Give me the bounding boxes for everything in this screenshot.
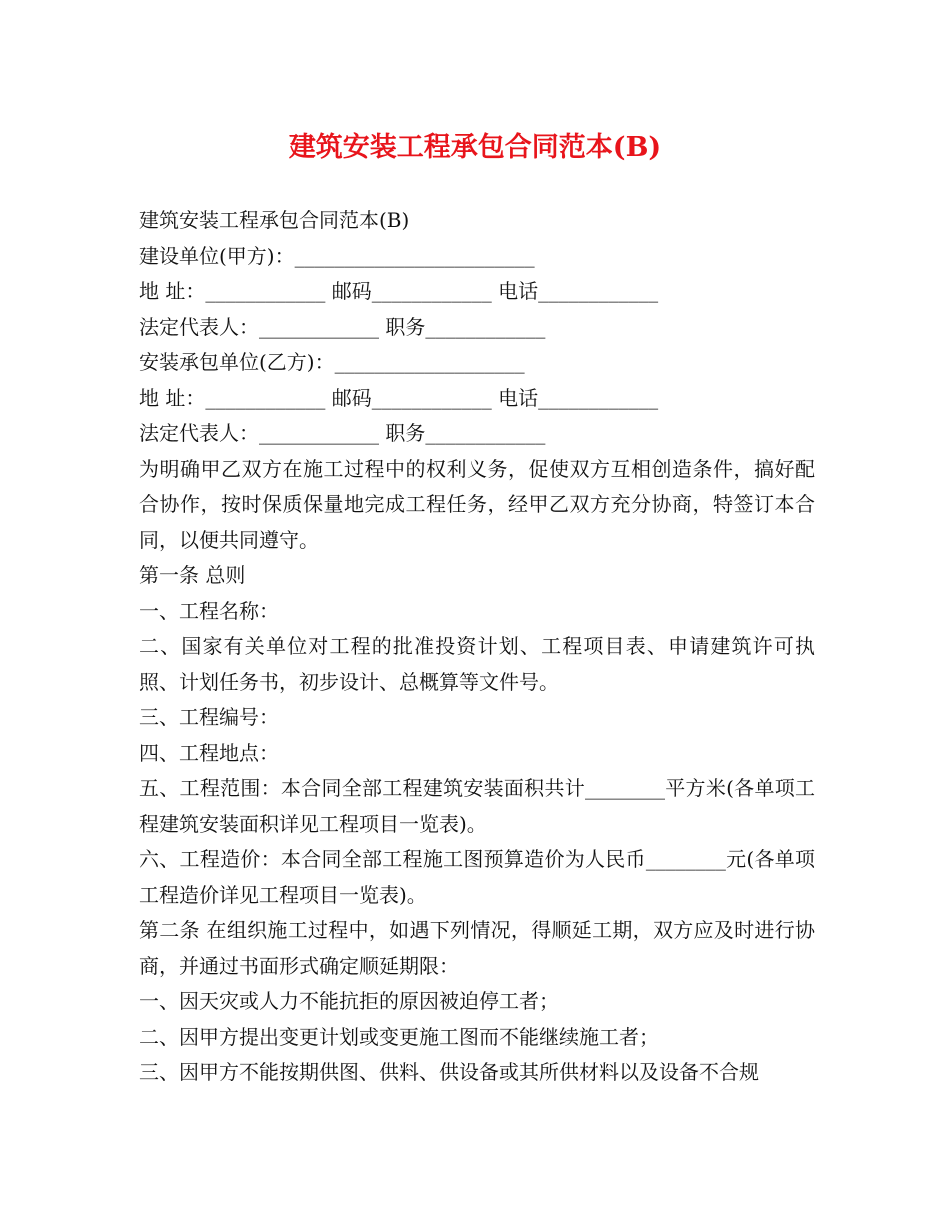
party-a-address-line: 地 址：____________ 邮码____________ 电话____________	[139, 279, 659, 303]
document-body	[139, 203, 815, 1091]
clause-plan-change: 二、因甲方提出变更计划或变更施工图而不能继续施工者；	[139, 1024, 659, 1049]
party-a-name-line: 建设单位(甲方)：________________________	[139, 243, 535, 268]
subtitle-line: 建筑安装工程承包合同范本(B)	[139, 208, 410, 232]
clause-project-number: 三、工程编号：	[139, 705, 279, 729]
clause-approval-documents: 二、国家有关单位对工程的批准投资计划、工程项目表、申请建筑许可执照、计划任务书，初步设计、总概算等文件号。	[139, 634, 815, 694]
party-b-representative-line: 法定代表人：____________ 职务____________	[139, 421, 546, 445]
party-b-address-line: 地 址：____________ 邮码____________ 电话____________	[139, 385, 659, 410]
article-1-heading: 第一条 总则	[139, 563, 246, 587]
clause-project-location: 四、工程地点：	[139, 740, 279, 765]
clause-force-majeure: 一、因天灾或人力不能抗拒的原因被迫停工者；	[139, 989, 559, 1013]
article-2-heading: 第二条 在组织施工过程中，如遇下列情况，得顺延工期，双方应及时进行协商，并通过书面形式确定顺延期限：	[139, 918, 815, 978]
party-a-representative-line: 法定代表人：____________ 职务____________	[139, 314, 546, 339]
clause-project-name: 一、工程名称：	[139, 598, 279, 623]
preamble-paragraph: 为明确甲乙双方在施工过程中的权利义务，促使双方互相创造条件，搞好配合协作，按时保质保量地完成工程任务，经甲乙双方充分协商，特签订本合同，以便共同遵守。	[139, 456, 815, 552]
party-b-name-line: 安装承包单位(乙方)：___________________	[139, 350, 525, 374]
document-title: 建筑安装工程承包合同范本(B)	[288, 132, 662, 163]
clause-project-scope: 五、工程范围：本合同全部工程建筑安装面积共计________平方米(各单项工程建筑安装面积详见工程项目一览表)。	[139, 776, 815, 836]
clause-supply-delay: 三、因甲方不能按期供图、供料、供设备或其所供材料以及设备不合规	[139, 1060, 759, 1084]
clause-project-cost: 六、工程造价：本合同全部工程施工图预算造价为人民币________元(各单项工程造价详见工程项目一览表)。	[139, 847, 815, 907]
